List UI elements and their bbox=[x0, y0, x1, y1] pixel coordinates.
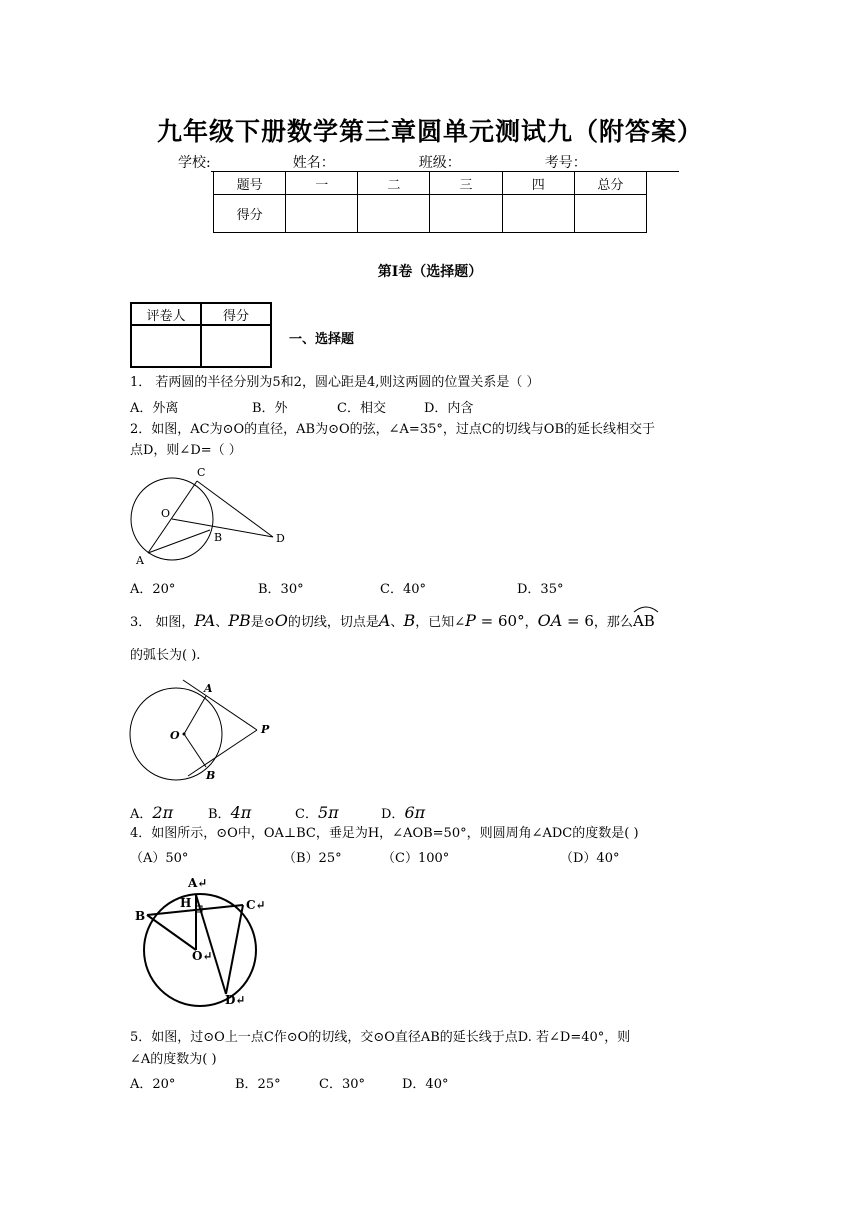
question-2-option-d[interactable]: D．35° bbox=[517, 582, 564, 597]
q3-b: B bbox=[403, 611, 416, 630]
q3-mid3: ，已知∠ bbox=[415, 615, 466, 630]
label-o: O↵ bbox=[192, 949, 213, 963]
question-3-option-a[interactable] bbox=[130, 803, 173, 822]
option-letter: C． bbox=[295, 807, 318, 822]
question-1-option-c[interactable]: C．相交 bbox=[337, 401, 386, 416]
grader-input-cell[interactable] bbox=[201, 325, 271, 367]
school-blank bbox=[211, 157, 293, 172]
question-2-option-b[interactable]: B．30° bbox=[258, 582, 304, 597]
label-o: O bbox=[170, 729, 180, 742]
exam-no-blank bbox=[587, 157, 679, 172]
question-3-text-line2: 的弧长为( ). bbox=[130, 648, 201, 663]
question-4-text: 4．如图所示，⊙O中，OA⊥BC，垂足为H，∠AOB=50°，则圆周角∠ADC的度数是( ) bbox=[130, 826, 639, 841]
score-table bbox=[213, 171, 647, 233]
question-5-option-d[interactable]: D．40° bbox=[402, 1077, 449, 1092]
score-input-cell[interactable] bbox=[574, 195, 646, 233]
score-header-cell: 题号 bbox=[214, 172, 286, 195]
q3-prefix: 3． 如图， bbox=[130, 615, 195, 630]
score-input-cell[interactable] bbox=[502, 195, 574, 233]
class-label: 班级： bbox=[418, 155, 461, 171]
q3-oa-value: = 6 bbox=[562, 612, 594, 630]
section-title: 第I卷（选择题） bbox=[377, 264, 483, 280]
grader-table bbox=[130, 302, 272, 368]
score-input-cell[interactable] bbox=[358, 195, 430, 233]
grader-input-cell[interactable] bbox=[131, 325, 201, 367]
q3-sep2: 、 bbox=[390, 615, 404, 630]
q3-comma: ， bbox=[524, 615, 538, 630]
question-5-text-line1: 5．如图，过⊙O上一点C作⊙O的切线，交⊙O直径AB的延长线于点D. 若∠D=40°，则 bbox=[130, 1030, 631, 1045]
score-header-cell: 二 bbox=[358, 172, 430, 195]
label-a: A bbox=[204, 682, 213, 695]
option-value: 2π bbox=[152, 803, 174, 822]
option-letter: D． bbox=[381, 807, 405, 822]
question-5-option-c[interactable]: C．30° bbox=[319, 1077, 365, 1092]
question-2-option-a[interactable]: A．20° bbox=[130, 582, 176, 597]
part-title: 一、选择题 bbox=[289, 332, 355, 347]
option-value: 4π bbox=[230, 803, 252, 822]
question-2-option-c[interactable]: C．40° bbox=[380, 582, 426, 597]
score-header-cell: 总分 bbox=[574, 172, 646, 195]
page-title: 九年级下册数学第三章圆单元测试九（附答案） bbox=[156, 117, 703, 146]
option-letter: A． bbox=[130, 807, 153, 822]
q3-arc-ab bbox=[633, 610, 655, 632]
q3-angle-value: = 60° bbox=[475, 612, 525, 630]
label-d: D bbox=[276, 532, 285, 545]
label-b: B bbox=[214, 531, 223, 544]
q3-a: A bbox=[378, 611, 391, 630]
label-b: B bbox=[206, 769, 216, 782]
arc-symbol-icon bbox=[633, 605, 659, 613]
question-1-option-b[interactable]: B．外 bbox=[252, 401, 288, 416]
class-blank bbox=[461, 157, 545, 172]
line-od bbox=[172, 519, 273, 537]
label-p: P bbox=[261, 723, 270, 736]
question-5-option-b[interactable]: B．25° bbox=[235, 1077, 281, 1092]
option-value: 6π bbox=[404, 803, 426, 822]
question-1-option-d[interactable]: D．内含 bbox=[424, 401, 474, 416]
radius-ob bbox=[147, 915, 196, 950]
question-1-text: 1． 若两圆的半径分别为5和2，圆心距是4,则这两圆的位置关系是（ ） bbox=[130, 375, 540, 390]
q3-arc-label: AB bbox=[632, 612, 655, 630]
q3-sep1: 、 bbox=[215, 615, 229, 630]
score-row-label: 得分 bbox=[214, 195, 286, 233]
school-label: 学校: bbox=[178, 155, 211, 171]
score-input-cell[interactable] bbox=[430, 195, 502, 233]
label-a: A↵ bbox=[188, 876, 208, 890]
label-o: O bbox=[161, 507, 171, 520]
question-5-text-line2: ∠A的度数为( ) bbox=[130, 1052, 217, 1067]
exam-no-label: 考号： bbox=[544, 155, 587, 171]
label-c: C↵ bbox=[246, 898, 266, 912]
chord-cd bbox=[226, 905, 243, 994]
name-label: 姓名： bbox=[292, 155, 335, 171]
question-3-text-line1 bbox=[130, 610, 655, 634]
score-header-cell: 三 bbox=[430, 172, 502, 195]
name-blank bbox=[335, 157, 419, 172]
label-b: B bbox=[135, 909, 146, 923]
question-2-text-line2: 点D，则∠D=（ ） bbox=[130, 443, 242, 458]
q3-o: O bbox=[274, 611, 288, 630]
question-3-figure bbox=[128, 676, 278, 786]
question-2-figure bbox=[125, 462, 295, 572]
center-point-o bbox=[183, 733, 186, 736]
tangent-pa bbox=[183, 680, 257, 730]
q3-mid1: 是⊙ bbox=[250, 615, 275, 630]
score-input-cell[interactable] bbox=[286, 195, 358, 233]
question-2-text-line1: 2．如图，AC为⊙O的直径，AB为⊙O的弦，∠A=35°，过点C的切线与OB的延长线相交于 bbox=[130, 422, 656, 437]
tangent-cd bbox=[197, 481, 273, 537]
radius-oa bbox=[184, 696, 206, 734]
diameter-ac bbox=[148, 481, 197, 553]
option-value: 5π bbox=[317, 803, 339, 822]
question-3-option-b[interactable] bbox=[208, 803, 251, 822]
option-letter: B． bbox=[208, 807, 231, 822]
label-d: D↵ bbox=[225, 993, 246, 1007]
q3-mid2: 的切线，切点是 bbox=[287, 615, 379, 630]
question-4-option-a[interactable]: （A）50° bbox=[130, 851, 189, 866]
question-3-option-d[interactable] bbox=[381, 803, 425, 822]
q3-pb: PB bbox=[228, 611, 251, 630]
question-5-option-a[interactable]: A．20° bbox=[130, 1077, 176, 1092]
label-a: A bbox=[136, 554, 144, 567]
question-4-option-c[interactable]: （C）100° bbox=[382, 851, 450, 866]
q3-oa: OA bbox=[537, 611, 563, 630]
question-1-option-a[interactable]: A．外离 bbox=[130, 401, 179, 416]
grader-header: 得分 bbox=[201, 303, 271, 325]
score-header-cell: 四 bbox=[502, 172, 574, 195]
question-4-option-b[interactable]: （B）25° bbox=[283, 851, 342, 866]
q3-mid4: ，那么 bbox=[593, 615, 633, 630]
q3-p: P bbox=[465, 611, 476, 630]
chord-ad bbox=[196, 895, 226, 994]
grader-header: 评卷人 bbox=[131, 303, 201, 325]
score-header-cell: 一 bbox=[286, 172, 358, 195]
q3-pa: PA bbox=[194, 611, 216, 630]
radius-ob bbox=[184, 734, 206, 767]
question-4-figure bbox=[130, 872, 280, 1012]
question-4-option-d[interactable]: （D）40° bbox=[560, 851, 620, 866]
chord-ab bbox=[148, 530, 210, 553]
student-info-line bbox=[178, 152, 679, 172]
label-c: C bbox=[197, 466, 206, 479]
question-3-option-c[interactable] bbox=[295, 803, 339, 822]
tangent-pb bbox=[188, 730, 257, 776]
label-h: H bbox=[180, 896, 192, 910]
